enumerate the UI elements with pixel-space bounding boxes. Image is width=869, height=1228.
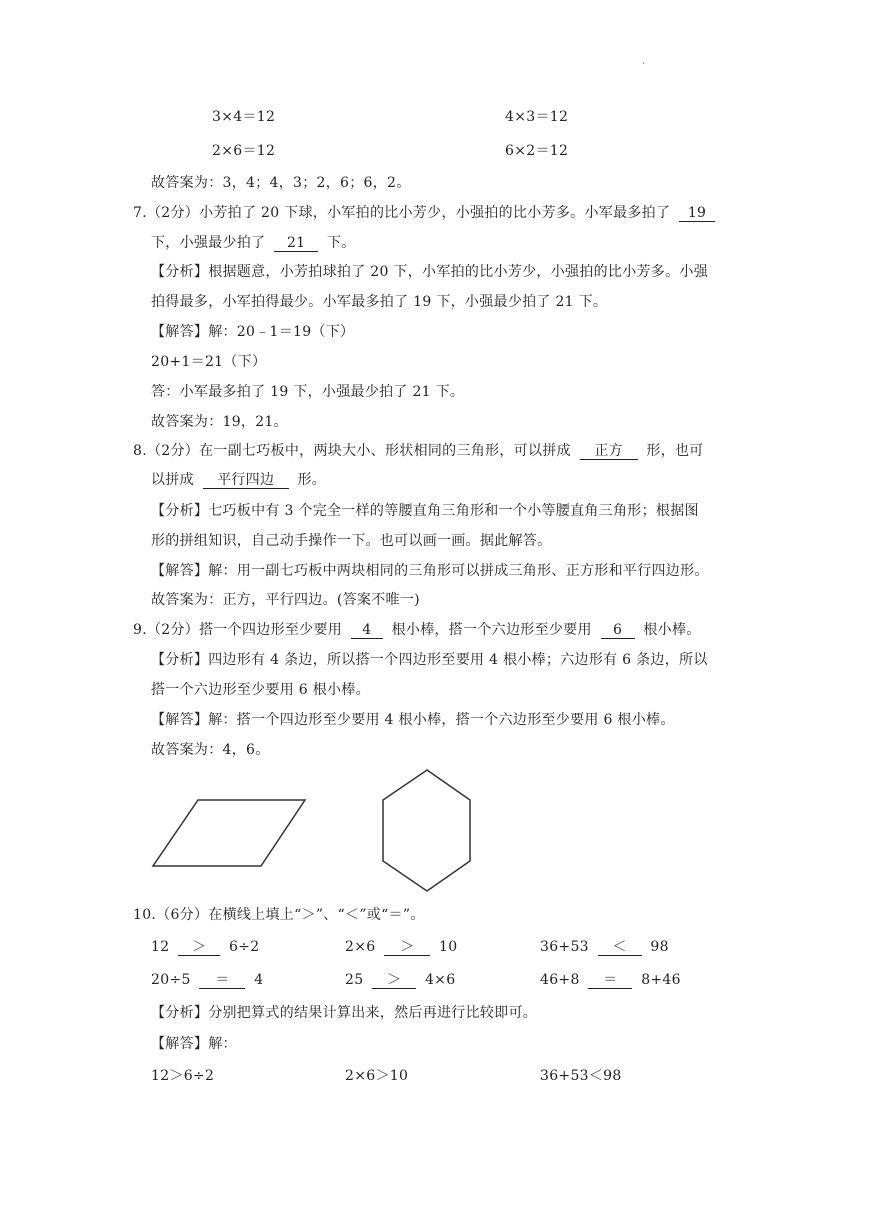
question-text: 下。 <box>326 235 356 251</box>
answer-line: 故答案为：正方，平行四边。(答案不唯一) <box>151 592 420 608</box>
question-10-title: 10.（6分）在横线上填上“＞”、“＜”或“＝”。 <box>133 907 425 923</box>
answer-line: 故答案为：3，4；4，3；2，6；6，2。 <box>151 175 411 191</box>
comparison-item <box>151 970 263 990</box>
solution-text: 【解答】解：搭一个四边形至少要用 4 根小棒，搭一个六边形至少要用 6 根小棒。 <box>151 712 675 728</box>
expression-left: 2×6 <box>345 939 376 955</box>
expression-right: 4×6 <box>424 972 456 988</box>
question-7-line-1 <box>133 203 715 223</box>
answer-blank: ＞ <box>178 939 220 956</box>
answer-blank: 正方 <box>580 443 638 460</box>
answer-blank: 6 <box>601 622 635 639</box>
hexagon-figure <box>375 764 477 896</box>
solution-text: 【解答】解：20﹣1＝19（下） <box>151 324 355 340</box>
answer-blank: ＞ <box>384 939 430 956</box>
solution-text: 【解答】解：用一副七巧板中两块相同的三角形可以拼成三角形、正方形和平行四边形。 <box>151 563 709 579</box>
comparison-item <box>540 937 669 957</box>
expression-left: 25 <box>345 972 364 988</box>
header-dot: . <box>642 56 646 67</box>
question-text: 下，小强最少拍了 <box>151 235 266 251</box>
question-text: 根小棒。 <box>643 622 701 638</box>
solution-text: 20+1＝21（下） <box>151 354 267 370</box>
result-expression: 12＞6÷2 <box>151 1068 215 1084</box>
comparison-item <box>151 937 259 957</box>
question-text: 7.（2分）小芳拍了 20 下球，小军拍的比小芳少，小强拍的比小芳多。小军最多拍了 <box>133 205 671 221</box>
question-text: 形，也可 <box>646 443 704 459</box>
question-7-line-2 <box>151 233 356 253</box>
question-text: 8.（2分）在一副七巧板中，两块大小、形状相同的三角形，可以拼成 <box>133 443 571 459</box>
equation: 6×2＝12 <box>505 143 569 159</box>
analysis-text: 【分析】七巧板中有 3 个完全一样的等腰直角三角形和一个小等腰直角三角形；根据图 <box>151 503 699 519</box>
answer-blank: 4 <box>351 622 383 639</box>
expression-left: 36+53 <box>540 939 589 955</box>
question-8-line-2 <box>151 470 326 490</box>
answer-blank: 19 <box>679 205 715 222</box>
question-text: 以拼成 <box>151 472 194 488</box>
answer-blank: ＞ <box>372 972 416 989</box>
expression-right: 4 <box>254 972 264 988</box>
equation: 4×3＝12 <box>505 109 569 125</box>
answer-line: 故答案为：19，21。 <box>151 414 288 430</box>
expression-right: 8+46 <box>641 972 681 988</box>
analysis-text: 形的拼组知识，自己动手操作一下。也可以画一画。据此解答。 <box>151 533 552 549</box>
answer-line: 故答案为：4，6。 <box>151 742 270 758</box>
analysis-text: 【分析】根据题意，小芳拍球拍了 20 下，小军拍的比小芳少，小强拍的比小芳多。小强 <box>151 264 709 280</box>
answer-blank: 21 <box>274 235 318 252</box>
analysis-text: 【分析】四边形有 4 条边，所以搭一个四边形至要用 4 根小棒；六边形有 6 条边，所以 <box>151 652 708 668</box>
expression-right: 98 <box>650 939 669 955</box>
answer-blank: ＜ <box>598 939 642 956</box>
question-8-line-1 <box>133 441 704 461</box>
analysis-text: 【分析】分别把算式的结果计算出来，然后再进行比较即可。 <box>151 1005 538 1021</box>
comparison-item <box>345 970 455 990</box>
parallelogram-figure <box>145 792 313 872</box>
comparison-item <box>540 970 681 990</box>
question-text: 形。 <box>297 472 327 488</box>
question-text: 根小棒，搭一个六边形至少要用 <box>391 622 592 638</box>
question-9-line-1 <box>133 620 701 640</box>
expression-left: 12 <box>151 939 170 955</box>
answer-blank: 平行四边 <box>203 472 289 489</box>
analysis-text: 搭一个六边形至少要用 6 根小棒。 <box>151 682 370 698</box>
solution-text: 【解答】解： <box>151 1036 237 1052</box>
expression-left: 46+8 <box>540 972 580 988</box>
equation: 2×6＝12 <box>212 143 276 159</box>
result-expression: 2×6＞10 <box>345 1068 409 1084</box>
answer-blank: ＝ <box>199 972 245 989</box>
comparison-item <box>345 937 457 957</box>
question-text: 9.（2分）搭一个四边形至少要用 <box>133 622 343 638</box>
expression-right: 10 <box>438 939 458 955</box>
solution-text: 答：小军最多拍了 19 下，小强最少拍了 21 下。 <box>151 384 465 400</box>
analysis-text: 拍得最多，小军拍得最少。小军最多拍了 19 下，小强最少拍了 21 下。 <box>151 294 608 310</box>
expression-left: 20÷5 <box>151 972 191 988</box>
equation: 3×4＝12 <box>212 109 276 125</box>
result-expression: 36+53＜98 <box>540 1068 622 1084</box>
expression-right: 6÷2 <box>228 939 260 955</box>
answer-blank: ＝ <box>588 972 632 989</box>
